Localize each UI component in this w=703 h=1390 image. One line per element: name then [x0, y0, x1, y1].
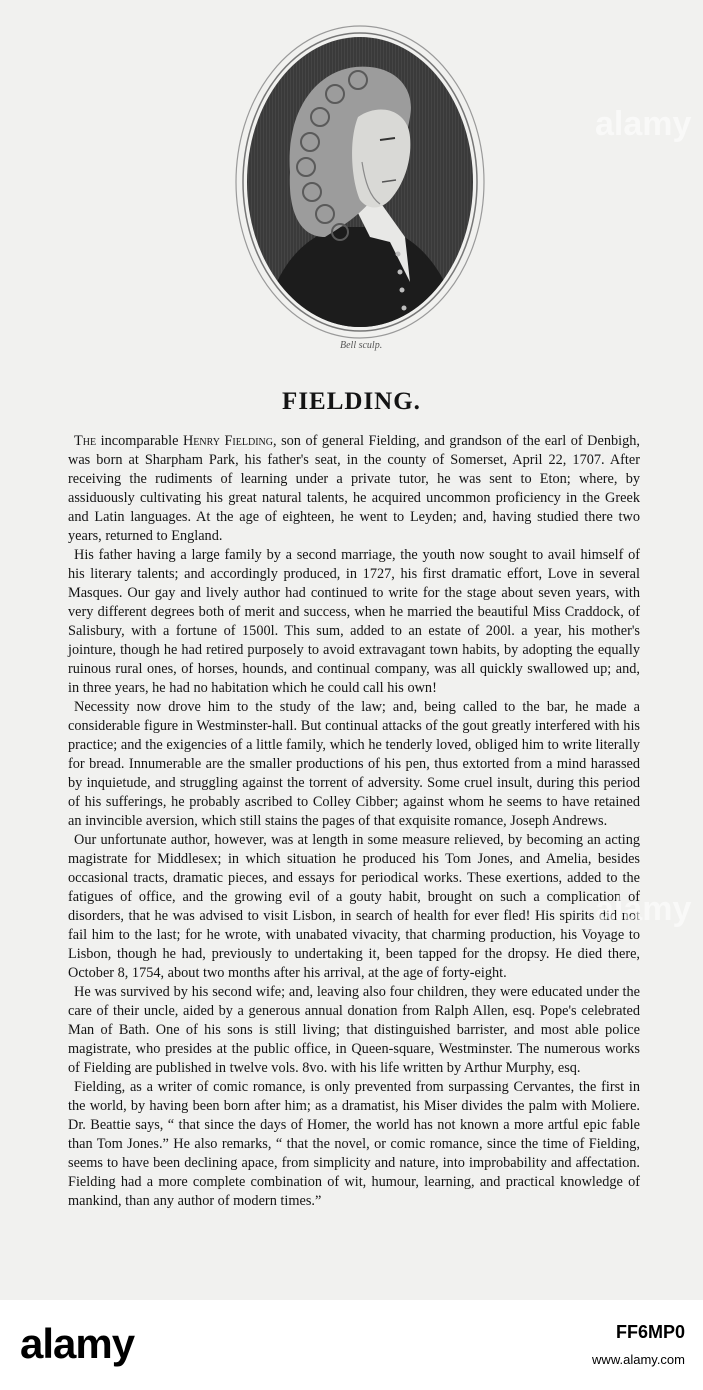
paragraph-3: Necessity now drove him to the study of the law; and, being called to the bar, he made a considerable figure in Westminster-hall. But continual attacks of the gout greatly interfered with his practice; and the exigencies of a little family, which he tenderly loved, obliged him to write literally for bread. Innumerable are the smaller productions of his pen, thus extorted from a mind harassed by inquietude, and struggling against the torrent of adversity. Some cruel insult, during this period of his sufferings, he probably ascribed to Colley Cibber; against whom he seems to have retained an invincible aversion, which still stains the pages of that exquisite romance, Joseph Andrews. — [68, 699, 640, 829]
watermark-text: alamy — [595, 105, 692, 143]
paragraph-6: Fielding, as a writer of comic romance, is only prevented from surpassing Cervantes, the first in the world, by having been born after him; as a dramatist, his Miser divides the palm with Moliere. Dr. Beattie says, “ that since the days of Homer, the world has not known a more artful epic fable than Tom Jones.” He also remarks, “ that the novel, or comic romance, since the time of Fielding, seems to have been declining apace, from simplicity and nature, into improbability and affectation. Fielding had a more complete combination of wit, humour, learning, and practical knowledge of mankind, than any author of modern times.” — [68, 1079, 640, 1209]
paragraph-4: Our unfortunate author, however, was at length in some measure relieved, by becoming an acting magistrate for Middlesex; in which situation he produced his Tom Jones, and Amelia, besides occasional tracts, dramatic pieces, and essays for periodical works. These exertions, added to the fatigues of office, and the growing evil of a gouty habit, brought on such a complication of disorders, that he was advised to visit Lisbon, in search of health for ever fled! His spirits did not fail him to the last; for he wrote, with unabated vivacity, that charming production, his Voyage to Lisbon, though he had, previously to undertaking it, been tapped for the dropsy. He died there, October 8, 1754, about two months after his arrival, at the age of forty-eight. — [68, 832, 640, 981]
paragraph-5: He was survived by his second wife; and, leaving also four children, they were educated under the care of their uncle, aided by a generous annual donation from Ralph Allen, esq. Pope's celebrated Man of Bath. One of his sons is still living; that distinguished barrister, and most able police magistrate, who presides at the public office, in Queen-square, Westminster. The numerous works of Fielding are published in twelve vols. 8vo. with his life written by Arthur Murphy, esq. — [68, 984, 640, 1076]
engraver-credit: Bell sculp. — [340, 340, 383, 351]
portrait-engraving — [230, 22, 490, 342]
paragraph-1 — [68, 432, 640, 546]
watermark-text: alamy — [595, 890, 692, 928]
lead-word: The — [74, 433, 97, 449]
site-url: www.alamy.com — [592, 1352, 685, 1367]
paragraph-1-rest: , son of general Fielding, and grandson of the earl of Denbigh, was born at Sharpham Park, his father's seat, in the county of Somerset, April 22, 1707. After receiving the rudiments of learning under a private tutor, he was sent to Eton; where, by assiduously cultivating his great natural talents, he acquired uncommon proficiency in the Greek and Latin languages. At the age of eighteen, he went to Leyden; and, having studied there two years, returned to England. — [68, 433, 640, 544]
image-id: FF6MP0 — [615, 1322, 685, 1342]
page-title: FIELDING. — [282, 388, 421, 415]
subject-name: Henry Fielding — [182, 433, 273, 449]
paragraph-1-intro: incomparable — [100, 433, 179, 449]
biography-text — [68, 432, 640, 1211]
brand-logo: alamy — [20, 1320, 135, 1367]
paragraph-2: His father having a large family by a second marriage, the youth now sought to avail himself of his literary talents; and accordingly produced, in 1727, his first dramatic effort, Love in several Masques. Our gay and lively author had continued to write for the stage about seven years, with very different degrees both of merit and success, when he married the beautiful Miss Craddock, of Salisbury, with a fortune of 1500l. This sum, added to an estate of 200l. a year, his mother's jointure, though he had retired purposely to avoid extravagant town habits, by adopting the equally ruinous rural ones, of horses, hounds, and continual company, was all quickly swallowed up; and, in three years, he had no habitation which he could call his own! — [68, 547, 640, 696]
